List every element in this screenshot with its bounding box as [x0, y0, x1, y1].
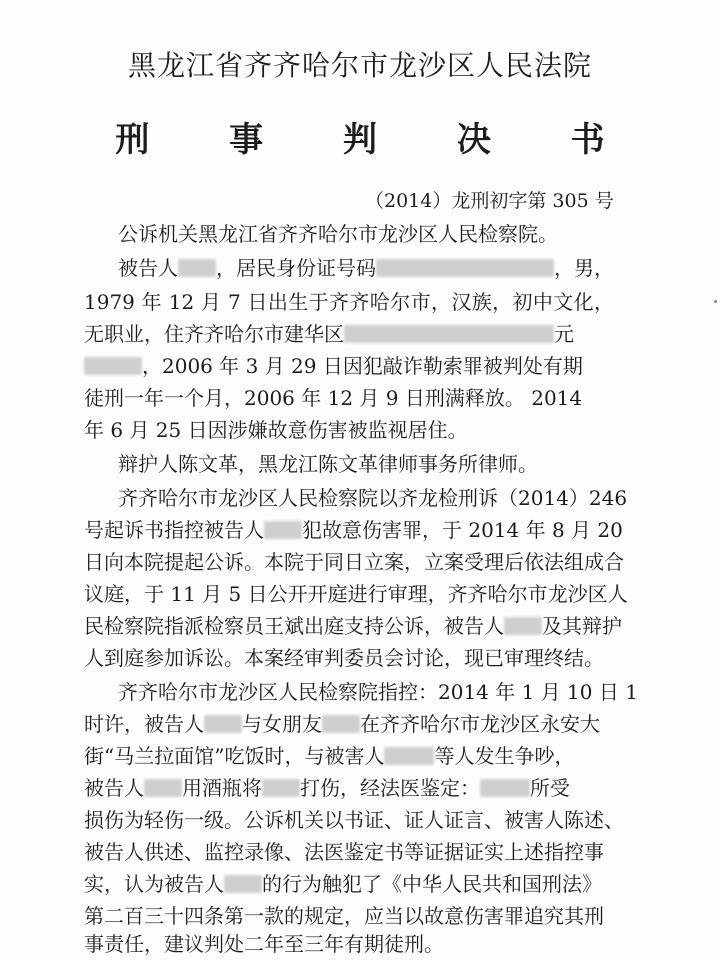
paragraph-line: 民检察院指派检察员王斌出庭支持公诉，被告人 及其辩护: [84, 614, 622, 638]
redacted-name: [144, 779, 182, 797]
paragraph-line: 年 6 月 25 日因涉嫌故意伤害被监视居住。: [84, 418, 468, 442]
paragraph-line: 实，认为被告人 的行为触犯了《中华人民共和国刑法》: [84, 872, 602, 896]
paragraph-line: 损伤为轻伤一级。公诉机关以书证、证人证言、被害人陈述、: [84, 808, 624, 832]
redacted-name: [480, 779, 530, 797]
redacted-name: [504, 617, 542, 635]
redacted-name: [224, 875, 262, 893]
paragraph-line: 无职业，住齐齐哈尔市建华区 元: [84, 322, 574, 346]
paragraph-line: 街“马兰拉面馆”吃饭时，与被害人 等人发生争吵，: [84, 744, 575, 768]
paragraph-line: ，2006 年 3 月 29 日因犯敲诈勒索罪被判处有期: [84, 354, 583, 378]
redacted-address: [344, 325, 554, 343]
paragraph-line: 被告人 ，居民身份证号码 ，男，: [118, 256, 614, 280]
redacted-name: [204, 715, 242, 733]
redacted-name: [322, 715, 360, 733]
paragraph-line: 事责任，建议判处二年至三年有期徒刑。: [84, 932, 444, 956]
redacted-id-number: [376, 259, 554, 277]
paragraph-line: 被告人供述、监控录像、法医鉴定书等证据证实上述指控事: [84, 840, 604, 864]
paragraph-line: 人到庭参加诉讼。本案经审判委员会讨论，现已审理终结。: [84, 646, 604, 670]
paragraph-line: 时许，被告人 与女朋友 在齐齐哈尔市龙沙区永安大: [84, 712, 600, 736]
scan-speck: [714, 300, 717, 303]
document-title: 刑 事 判 决 书: [115, 120, 639, 160]
paragraph-line: 1979 年 12 月 7 日出生于齐齐哈尔市，汉族，初中文化，: [84, 290, 614, 314]
redacted-name: [264, 521, 302, 539]
paragraph-line: 第二百三十四条第一款的规定，应当以故意伤害罪追究其刑: [84, 904, 604, 928]
redacted-address: [84, 357, 142, 375]
court-name: 黑龙江省齐齐哈尔市龙沙区人民法院: [127, 49, 592, 82]
paragraph-line: 辩护人陈文革，黑龙江陈文革律师事务所律师。: [118, 452, 538, 476]
redacted-name: [384, 747, 434, 765]
paragraph-line: 徒刑一年一个月，2006 年 12 月 9 日刑满释放。 2014: [84, 386, 583, 410]
paragraph-line: 日向本院提起公诉。本院于同日立案，立案受理后依法组成合: [84, 550, 624, 574]
case-number: （2014）龙刑初字第 305 号: [365, 190, 614, 212]
redacted-name: [178, 259, 216, 277]
paragraph-line: 被告人 用酒瓶将 打伤，经法医鉴定： 所受: [84, 776, 570, 800]
paragraph-line: 公诉机关黑龙江省齐齐哈尔市龙沙区人民检察院。: [118, 222, 558, 246]
paragraph-line: 议庭，于 11 月 5 日公开开庭进行审理，齐齐哈尔市龙沙区人: [84, 582, 628, 606]
paragraph-line: 齐齐哈尔市龙沙区人民检察院指控：2014 年 1 月 10 日 1: [118, 680, 638, 704]
paragraph-line: 号起诉书指控被告人 犯故意伤害罪，于 2014 年 8 月 20: [84, 518, 623, 542]
paragraph-line: 齐齐哈尔市龙沙区人民检察院以齐龙检刑诉（2014）246: [118, 486, 628, 510]
redacted-name: [262, 779, 300, 797]
